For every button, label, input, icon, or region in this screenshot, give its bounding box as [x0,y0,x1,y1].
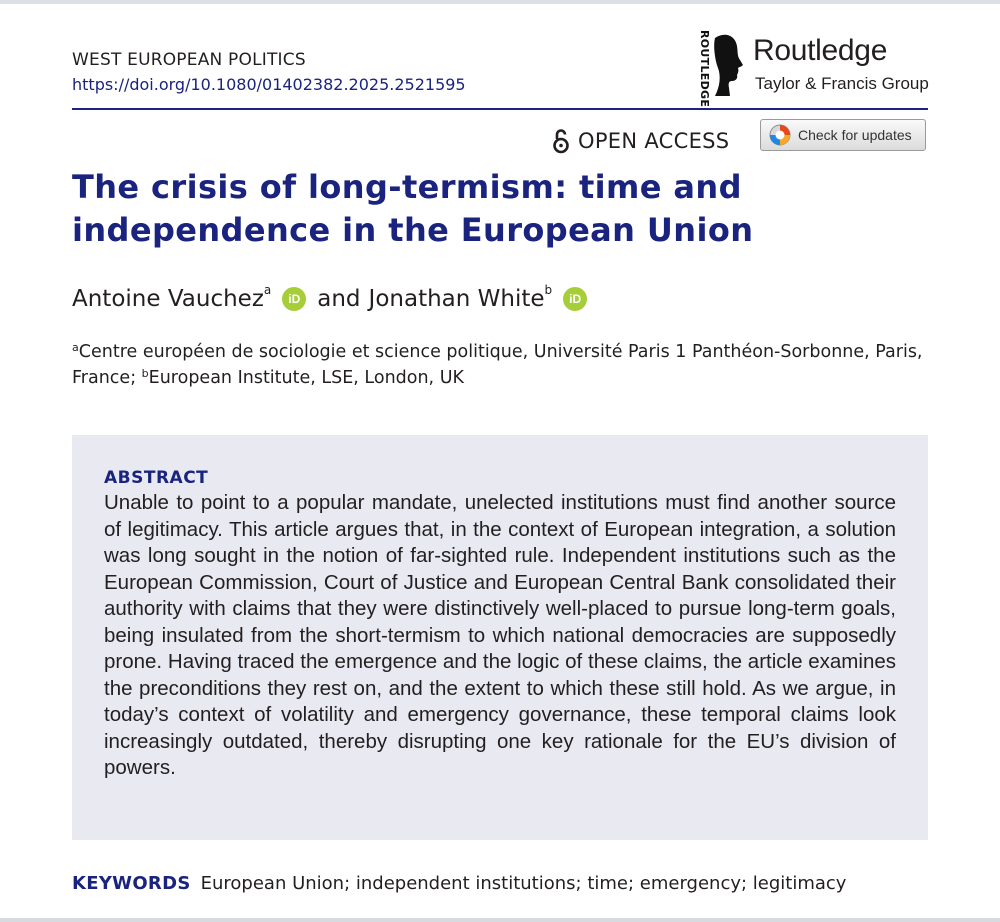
check-updates-icon [768,123,792,147]
orcid-icon[interactable]: iD [563,287,587,311]
doi-link[interactable]: https://doi.org/10.1080/01402382.2025.2521595 [72,75,466,94]
affiliation-marker: b [141,367,149,380]
affiliation-marker: b [544,283,553,297]
keywords-line [72,873,846,894]
orcid-icon[interactable]: iD [282,287,306,311]
keywords-text: European Union; independent institutions; time; emergency; legitimacy [200,873,847,894]
affiliations [72,340,932,392]
header-rule [72,108,928,110]
open-lock-icon [552,128,570,154]
top-border [0,0,1000,4]
check-for-updates-button[interactable] [760,119,926,151]
affiliation-marker: a [263,283,272,297]
affiliation-marker: a [72,341,79,354]
author-name[interactable]: Antoine Vauchez [72,286,264,312]
author-joiner: and [317,286,361,312]
author-list [72,283,598,312]
author-name[interactable]: Jonathan White [368,286,545,312]
check-for-updates-label: Check for updates [798,127,912,143]
journal-name: WEST EUROPEAN POLITICS [72,50,306,70]
article-title: The crisis of long-termism: time and independence in the European Union [72,168,754,249]
abstract-box [72,435,928,840]
open-access-label: OPEN ACCESS [578,129,730,153]
open-access-badge [552,127,729,155]
abstract-text: Unable to point to a popular mandate, unelected institutions must find another source of legitimacy. This article argues that, in the context of European integration, a solution was long sought in the notion of far-sighted rule. Independent institutions such as the European Commission, Court of Justice and European Central Bank consolidated their authority with claims that they were distinctively well-placed to pursue long-term goals, being insulated from the short-termism to which national democracies are supposedly prone. Having traced the emergence and the logic of these claims, the article examines the preconditions they rest on, and the extent to which these still hold. As we argue, in today’s context of volatility and emergency governance, these temporal claims look increasingly outdated, thereby disrupting one key rationale for the EU’s division of powers. [104,491,896,779]
bottom-border [0,918,1000,922]
publisher-name: Routledge [753,34,888,67]
affiliation-text: European Institute, LSE, London, UK [148,368,464,388]
affiliation-text: Centre européen de sociologie et science politique, Université Paris 1 Panthéon-Sorbonne, Paris, France; [72,342,923,388]
profile-head-icon [711,32,745,98]
routledge-logo [695,30,935,108]
keywords-label: KEYWORDS [72,873,191,894]
abstract-heading: ABSTRACT [104,468,209,488]
logo-vertical-text: ROUTLEDGE [698,30,711,108]
publisher-group: Taylor & Francis Group [755,74,929,93]
